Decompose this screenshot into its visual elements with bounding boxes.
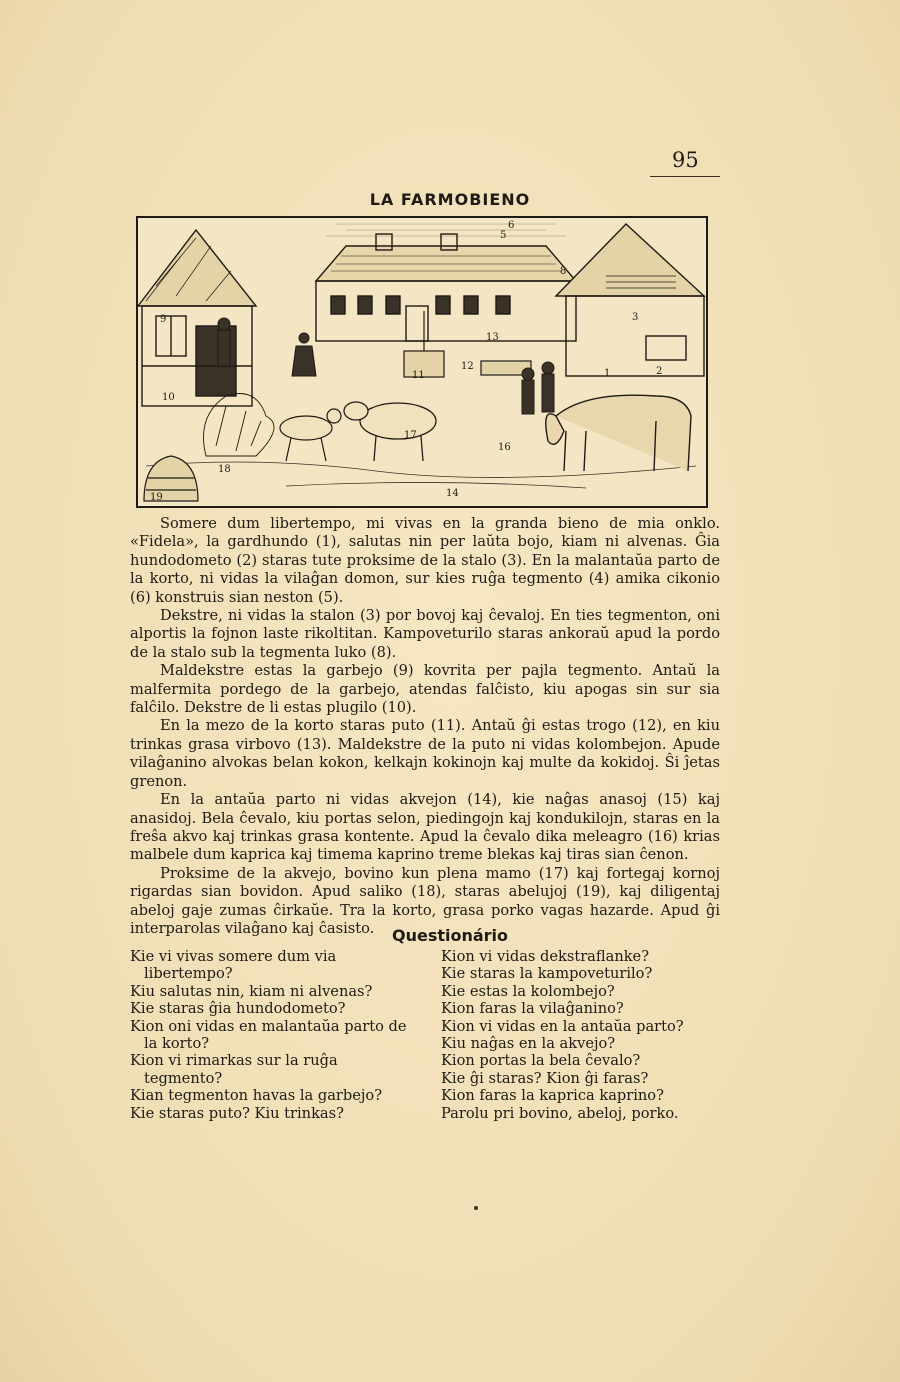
illustration-number: 18 <box>218 464 231 475</box>
illustration-number: 13 <box>486 332 499 343</box>
story-text <box>130 515 720 938</box>
question: Kiu salutas nin, kiam ni alvenas? <box>130 982 373 1000</box>
illustration-number: 2 <box>656 366 663 377</box>
illustration-number: 19 <box>150 492 163 503</box>
questions-left-column <box>130 948 410 1122</box>
question: Kion portas la bela ĉevalo? <box>441 1052 641 1070</box>
page-mark <box>474 1206 478 1210</box>
question: Kion faras la kaprica kaprino? <box>441 1087 664 1105</box>
illustration-number: 8 <box>560 266 567 277</box>
illustration-number: 3 <box>632 312 639 323</box>
paragraph: Proksime de la akvejo, bovino kun plena mamo (17) kaj fortegaj kornoj rigardas sian bovidon. Apud saliko (18), staras abelujoj (19), kaj diligentaj abeloj gaje zumas ĉirkaŭe. Tra la korto, grasa porko vagas hazarde. Apud ĝi interparolas vilaĝano kaj ĉasisto. <box>130 864 720 937</box>
illustration-number: 10 <box>162 392 175 403</box>
page-number-rule <box>650 176 720 177</box>
question: Kie estas la kolombejo? <box>441 982 615 1000</box>
illustration-number: 9 <box>160 314 167 325</box>
question: Parolu pri bovino, abeloj, porko. <box>441 1104 679 1122</box>
page-number: 95 <box>672 148 699 172</box>
illustration-number: 16 <box>498 442 511 453</box>
illustration-number: 1 <box>604 368 611 379</box>
question: Kie vi vivas somere dum via libertempo? <box>130 948 337 983</box>
question: Kie staras la kampoveturilo? <box>441 965 653 983</box>
question: Kion vi vidas dekstraflanke? <box>441 948 650 965</box>
question: Kie staras ĝia hundodometo? <box>130 1000 346 1018</box>
question: Kian tegmenton havas la garbejo? <box>130 1087 383 1105</box>
question: Kion vi rimarkas sur la ruĝa tegmento? <box>130 1052 338 1087</box>
question: Kion oni vidas en malantaŭa parto de la korto? <box>130 1017 407 1053</box>
paragraph: En la antaŭa parto ni vidas akvejon (14), kie naĝas anasoj (15) kaj anasidoj. Bela ĉevalo, kiu portas selon, piedingojn kaj kondukilojn, staras en la freŝa akvo kaj trinkas grasa kontente. Apud la ĉevalo dika meleagro (16) krias malbele dum kaprica kaj timema kaprino treme blekas kaj tiras sian ĉenon. <box>130 791 720 864</box>
question: Kiu naĝas en la akvejo? <box>441 1035 616 1053</box>
question: Kion faras la vilaĝanino? <box>441 1000 624 1018</box>
farm-illustration <box>136 216 708 508</box>
paragraph: Somere dum libertempo, mi vivas en la granda bieno de mia onklo. «Fidela», la gardhundo (1), salutas nin per laŭta bojo, kiam ni alvenas. Ĝia hundodometo (2) staras tute proksime de la stalo (3). En la malantaŭa parto de la korto, ni vidas la vilaĝan domon, sur kies ruĝa tegmento (4) amika cikonio (6) konstruis sian neston (5). <box>130 515 720 606</box>
illustration-number: 14 <box>446 488 459 499</box>
paragraph: En la mezo de la korto staras puto (11). Antaŭ ĝi estas trogo (12), en kiu trinkas grasa virbovo (13). Maldekstre de la puto ni vidas kolombejon. Apude vilaĝanino alvokas belan kokon, kelkajn kokinojn kaj multe da kokidoj. Ŝi ĵetas grenon. <box>130 717 720 790</box>
paragraph: Maldekstre estas la garbejo (9) kovrita per pajla tegmento. Antaŭ la malfermita pordego de la garbejo, atendas falĉisto, kiu apogas sin sur sia falĉilo. Dekstre de li estas plugilo (10). <box>130 662 720 717</box>
paragraph: Dekstre, ni vidas la stalon (3) por bovoj kaj ĉevaloj. En ties tegmenton, oni alportis la fojnon laste rikoltitan. Kampoveturilo staras ankoraŭ apud la pordo de la stalo sub la tegmenta luko (8). <box>130 607 720 661</box>
question: Kie ĝi staras? Kion ĝi faras? <box>441 1069 649 1087</box>
questionnaire-title: Questionário <box>391 926 509 945</box>
illustration-number: 5 <box>500 230 507 241</box>
illustration-number: 11 <box>412 370 425 381</box>
illustration-number: 12 <box>461 361 474 372</box>
page-title: LA FARMOBIENO <box>369 190 531 209</box>
illustration-number: 6 <box>508 220 515 231</box>
question: Kie staras puto? Kiu trinkas? <box>130 1104 344 1122</box>
illustration-number: 17 <box>404 430 417 441</box>
question: Kion vi vidas en la antaŭa parto? <box>441 1017 684 1035</box>
questions-right-column <box>441 948 731 1122</box>
